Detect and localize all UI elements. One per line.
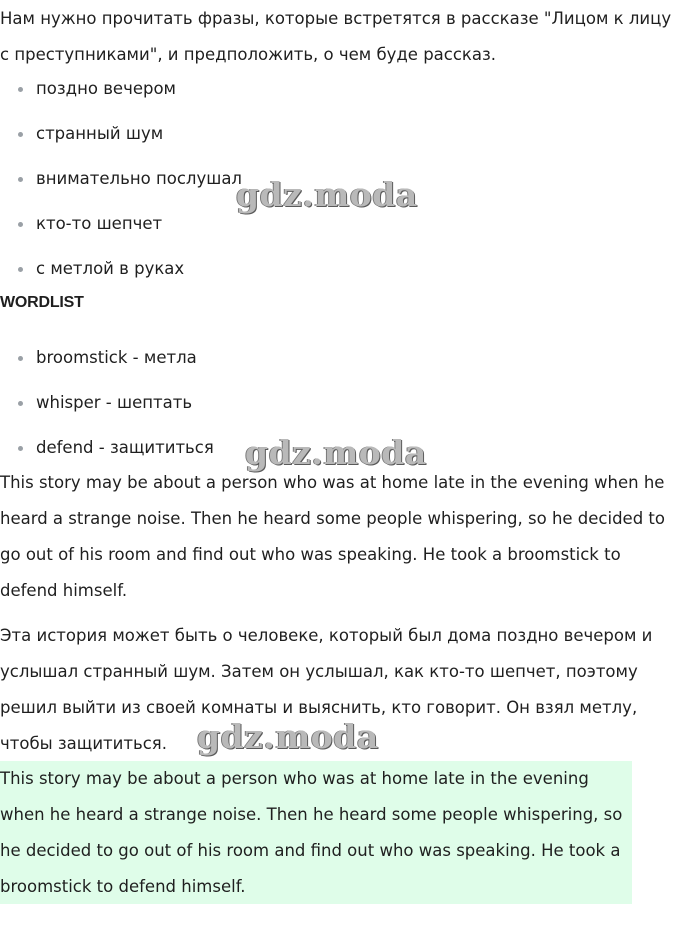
wordlist-entry: whisper - шептать	[36, 393, 193, 412]
russian-paragraph: Эта история может быть о человеке, который был дома поздно вечером и услышал странный шум. Затем он услышал, как кто-то шепчет, поэтому решил выйти из своей комнаты и выяснить, кто говорит. Он взял метлу, чтобы защититься.	[0, 626, 653, 753]
wordlist-list	[18, 340, 618, 475]
bullet-icon	[18, 446, 23, 451]
wordlist-entry: defend - защититься	[36, 438, 214, 457]
phrase-label: кто-то шепчет	[36, 214, 163, 233]
list-item	[18, 206, 618, 251]
intro-text: Нам нужно прочитать фразы, которые встретятся в рассказе "Лицом к лицу с преступниками", и предположить, о чем буде рассказ.	[0, 9, 672, 64]
watermark-logo: gdz.moda	[245, 433, 427, 472]
bullet-icon	[18, 132, 23, 137]
phrase-label: поздно вечером	[36, 79, 176, 98]
bullet-icon	[18, 177, 23, 182]
list-item	[18, 340, 618, 385]
list-item	[18, 385, 618, 430]
phrase-label: внимательно послушал	[36, 169, 242, 188]
phrase-list	[18, 71, 618, 296]
bullet-icon	[18, 356, 23, 361]
wordlist-heading: WORDLIST	[0, 294, 84, 311]
watermark-logo: gdz.moda	[236, 175, 418, 214]
wordlist-entry: broomstick - метла	[36, 348, 197, 367]
list-item	[18, 251, 618, 296]
list-item	[18, 161, 618, 206]
highlighted-answer-block	[0, 761, 632, 904]
list-item	[18, 71, 618, 116]
bullet-icon	[18, 222, 23, 227]
bullet-icon	[18, 401, 23, 406]
bullet-icon	[18, 87, 23, 92]
highlighted-paragraph: This story may be about a person who was at home late in the evening when he heard a strange noise. Then he heard some people whispering, so he decided to go out of his room and find out who was speaking. He took a broomstick to defend himself.	[0, 769, 623, 896]
bullet-icon	[18, 267, 23, 272]
list-item	[18, 116, 618, 161]
english-paragraph: This story may be about a person who was at home late in the evening when he heard a strange noise. Then he heard some people whispering, so he decided to go out of his room and find out who was speaking. He took a broomstick to defend himself.	[0, 473, 665, 600]
watermark-logo: gdz.moda	[197, 717, 379, 756]
phrase-label: странный шум	[36, 124, 164, 143]
phrase-label: с метлой в руках	[36, 259, 185, 278]
